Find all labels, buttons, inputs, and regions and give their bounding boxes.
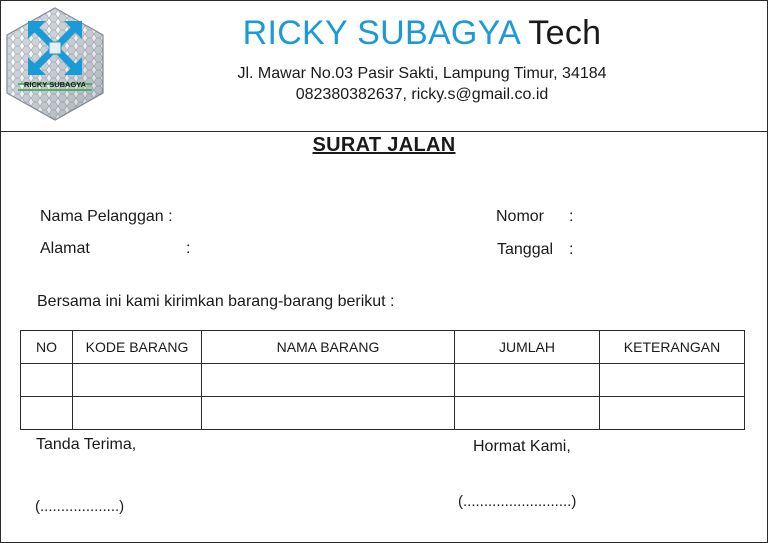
receiver-signature-line: (...................) [35,498,125,515]
address-colon: : [186,240,191,257]
column-header-kode-barang: KODE BARANG [73,331,202,364]
table-cell[interactable] [73,364,202,397]
table-cell[interactable] [21,397,73,430]
date-label: Tanggal [497,241,554,258]
number-colon: : [569,208,574,225]
address-label: Alamat [40,240,90,257]
receiver-signature-label: Tanda Terima, [36,436,137,453]
logo-text: RICKY SUBAGYA [23,80,87,89]
sender-signature-label: Hormat Kami, [473,438,571,455]
header-divider [0,131,768,132]
company-name [0,14,768,53]
table-cell[interactable] [600,397,745,430]
company-address: Jl. Mawar No.03 Pasir Sakti, Lampung Timur, 34184 [237,65,607,82]
table-cell[interactable] [21,364,73,397]
table-header-row [21,331,745,364]
document-title [0,134,768,157]
table-cell[interactable] [202,364,455,397]
table-cell[interactable] [455,397,600,430]
intro-text: Bersama ini kami kirimkan barang-barang berikut : [37,293,395,310]
sender-signature-line: (..........................) [458,493,577,510]
table-row [21,364,745,397]
company-contact: 082380382637, ricky.s@gmail.co.id [295,86,549,103]
column-header-keterangan: KETERANGAN [600,331,745,364]
date-colon: : [569,241,574,258]
column-header-no: NO [21,331,73,364]
table-row [21,397,745,430]
number-label: Nomor [496,208,545,225]
table-cell[interactable] [455,364,600,397]
document-title-text: SURAT JALAN [312,134,456,156]
table-cell[interactable] [600,364,745,397]
table-cell[interactable] [73,397,202,430]
customer-name-label: Nama Pelanggan : [40,208,173,225]
company-name-suffix: Tech [528,14,602,52]
column-header-nama-barang: NAMA BARANG [202,331,455,364]
column-header-jumlah: JUMLAH [455,331,600,364]
company-name-brand: RICKY SUBAGYA [242,14,520,52]
items-table [20,330,745,430]
table-cell[interactable] [202,397,455,430]
